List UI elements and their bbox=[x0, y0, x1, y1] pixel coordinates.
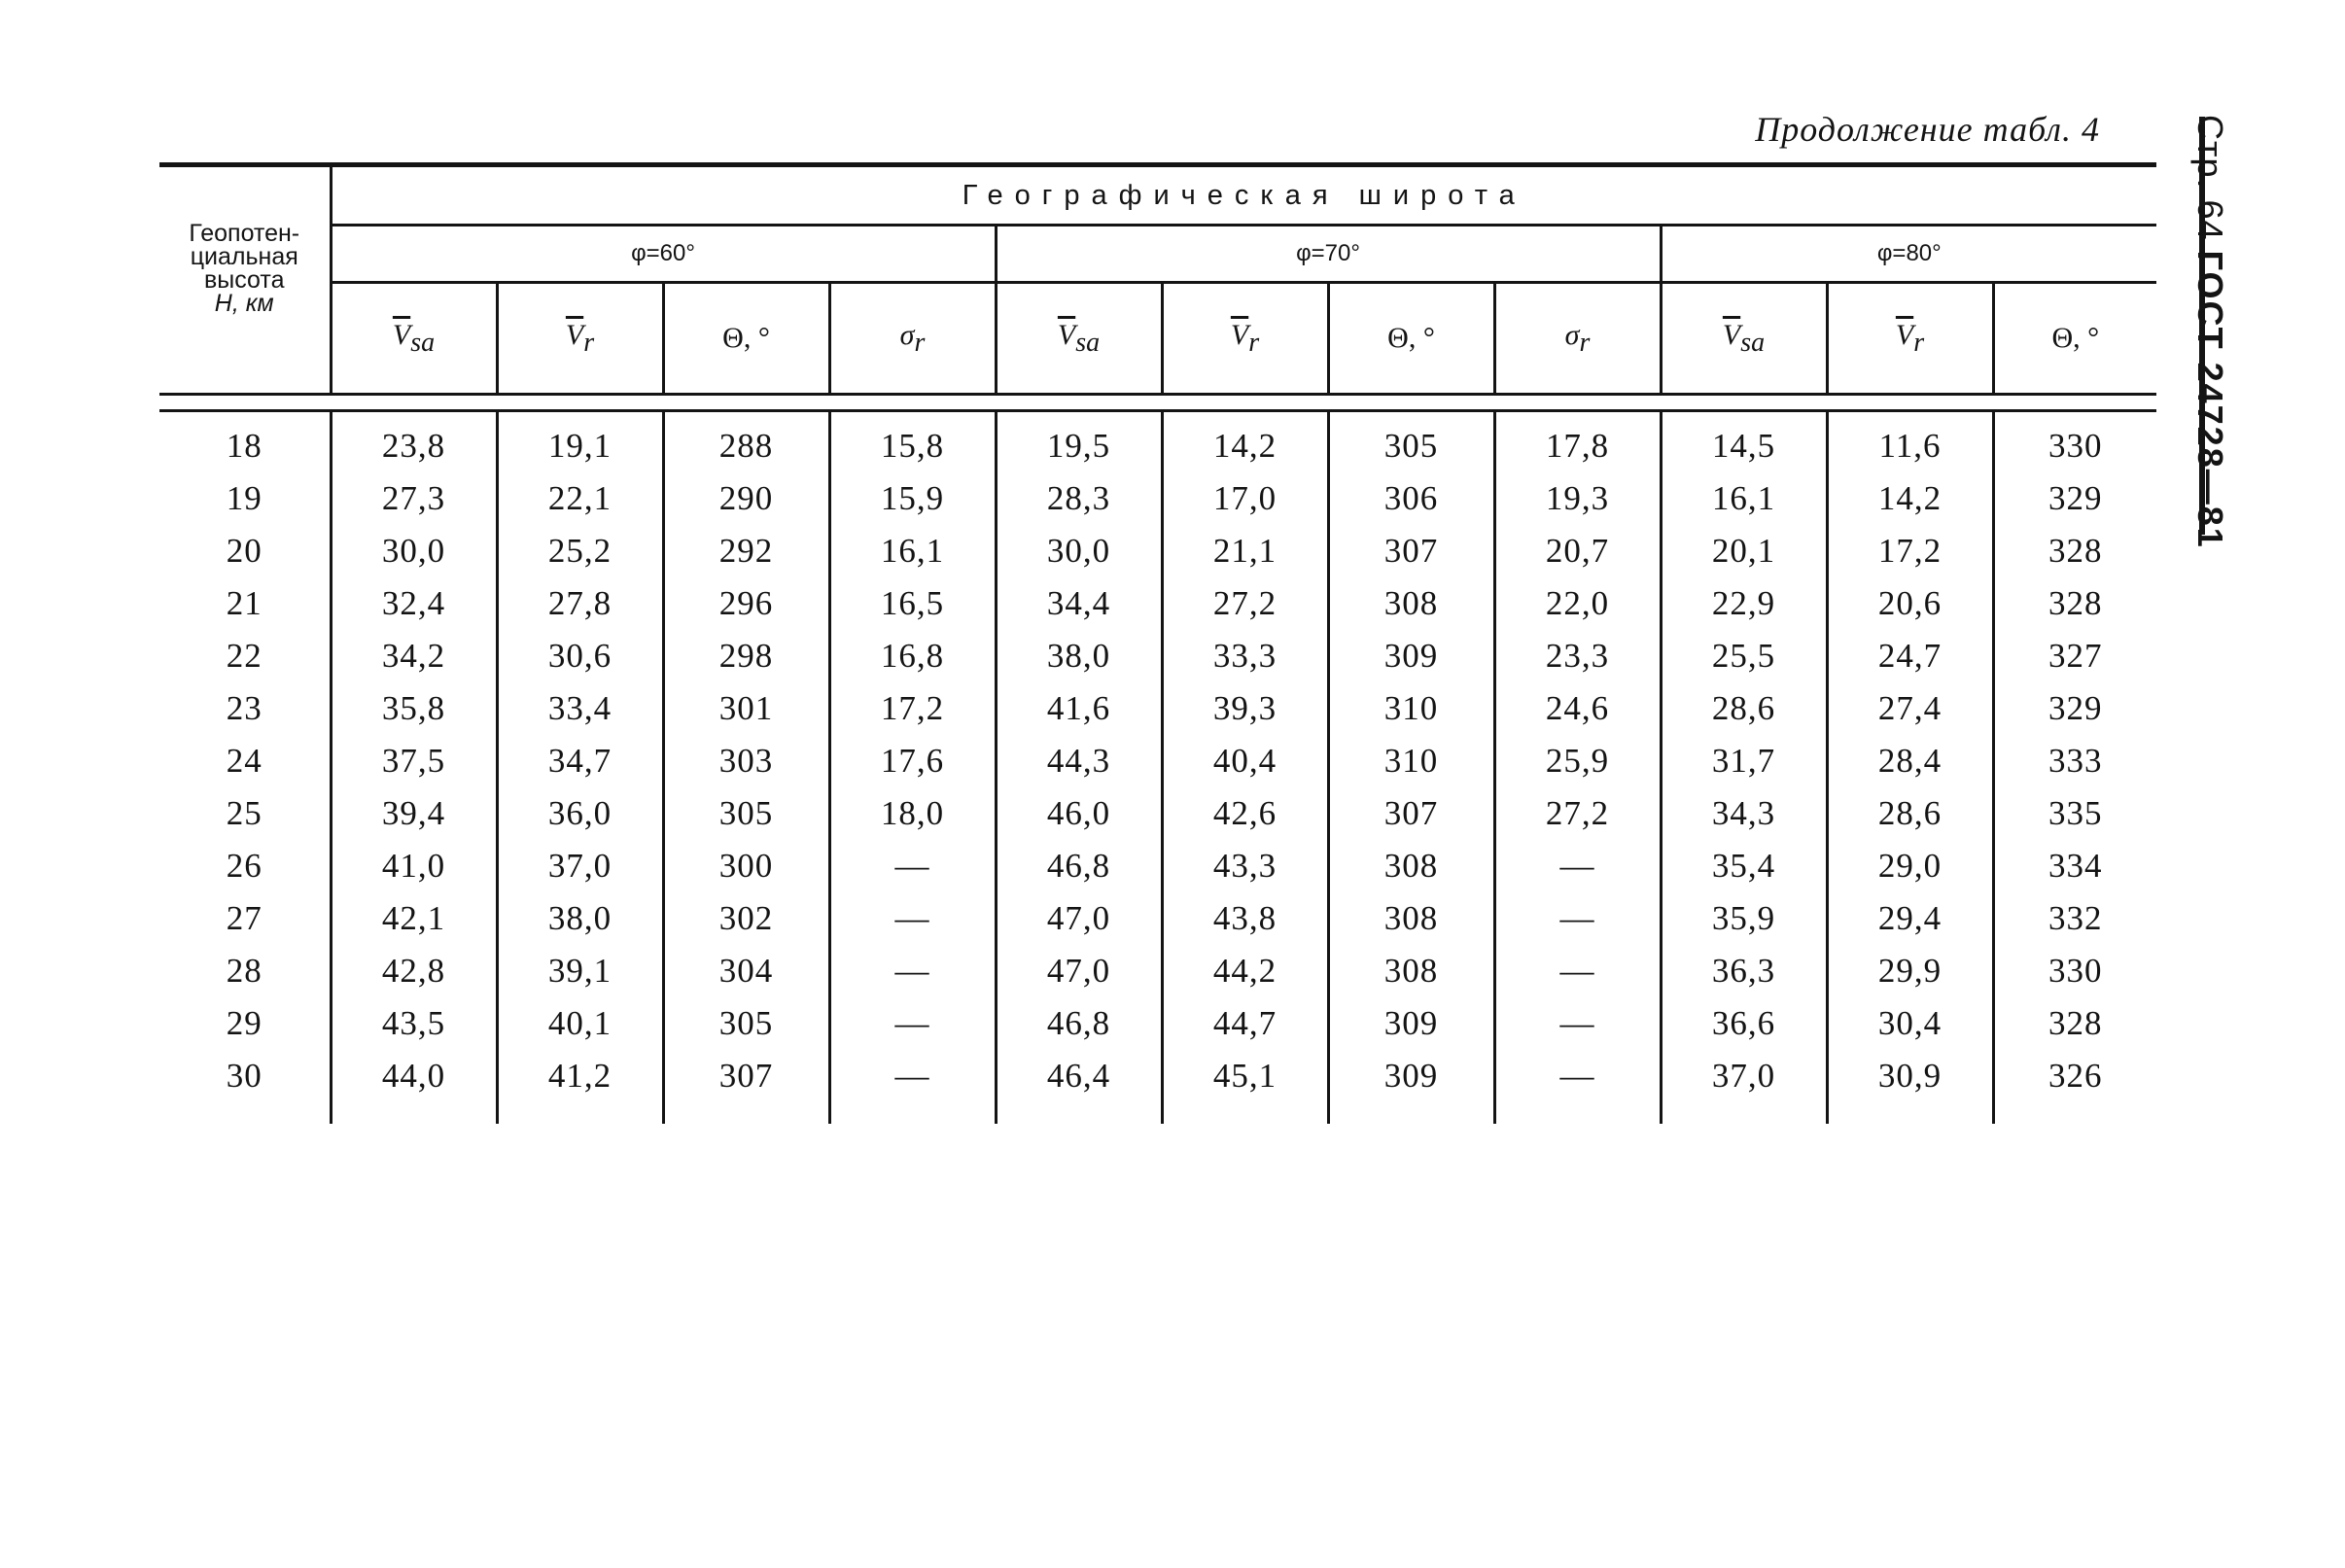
cell-sigma-70: 24,6 bbox=[1494, 682, 1661, 735]
cell-vsa-60: 39,4 bbox=[331, 787, 497, 840]
cell-sigma-70: 17,8 bbox=[1494, 411, 1661, 473]
cell-theta-80: 328 bbox=[1993, 997, 2156, 1050]
cell-vr-70: 27,2 bbox=[1162, 577, 1328, 630]
table-row bbox=[159, 411, 2156, 473]
cell-height: 27 bbox=[226, 899, 262, 937]
cell-theta-80: 327 bbox=[1993, 630, 2156, 682]
row-header-line: циальная bbox=[190, 243, 298, 270]
cell-vr-70: 40,4 bbox=[1162, 735, 1328, 787]
cell-vsa-60: 34,2 bbox=[331, 630, 497, 682]
cell-vsa-70: 19,5 bbox=[996, 411, 1162, 473]
cell-vr-60: 39,1 bbox=[497, 945, 663, 997]
cell-sigma-70: 22,0 bbox=[1494, 577, 1661, 630]
cell-vr-60: 36,0 bbox=[497, 787, 663, 840]
cell-vsa-60: 32,4 bbox=[331, 577, 497, 630]
cell-vsa-70: 46,4 bbox=[996, 1050, 1162, 1124]
cell-vsa-60: 35,8 bbox=[331, 682, 497, 735]
cell-height: 23 bbox=[226, 689, 262, 727]
cell-theta-80: 330 bbox=[1993, 945, 2156, 997]
cell-vr-70: 14,2 bbox=[1162, 411, 1328, 473]
cell-vr-60: 33,4 bbox=[497, 682, 663, 735]
cell-vr-80: 28,4 bbox=[1827, 735, 1993, 787]
cell-theta-80: 335 bbox=[1993, 787, 2156, 840]
cell-theta-70: 308 bbox=[1328, 577, 1494, 630]
cell-sigma-60: — bbox=[829, 840, 996, 892]
cell-vsa-70: 28,3 bbox=[996, 472, 1162, 525]
cell-vsa-70: 30,0 bbox=[996, 525, 1162, 577]
cell-vsa-80: 34,3 bbox=[1661, 787, 1827, 840]
col-header-theta: Θ, ° bbox=[663, 283, 829, 395]
cell-sigma-70: 19,3 bbox=[1494, 472, 1661, 525]
cell-theta-60: 305 bbox=[663, 787, 829, 840]
cell-vr-70: 45,1 bbox=[1162, 1050, 1328, 1124]
col-header-vsa: $\overline{V}_{sa}$ bbox=[996, 283, 1162, 395]
row-header-line: Геопотен- bbox=[189, 220, 300, 247]
cell-vr-60: 19,1 bbox=[497, 411, 663, 473]
cell-theta-80: 334 bbox=[1993, 840, 2156, 892]
cell-vr-80: 29,4 bbox=[1827, 892, 1993, 945]
cell-vr-60: 25,2 bbox=[497, 525, 663, 577]
cell-vr-70: 42,6 bbox=[1162, 787, 1328, 840]
cell-vr-60: 22,1 bbox=[497, 472, 663, 525]
cell-vr-60: 41,2 bbox=[497, 1050, 663, 1124]
cell-vr-80: 17,2 bbox=[1827, 525, 1993, 577]
cell-sigma-70: — bbox=[1494, 945, 1661, 997]
cell-vr-60: 38,0 bbox=[497, 892, 663, 945]
col-header-theta: Θ, ° bbox=[1328, 283, 1494, 395]
cell-theta-70: 309 bbox=[1328, 1050, 1494, 1124]
table-row bbox=[159, 735, 2156, 787]
cell-theta-60: 305 bbox=[663, 997, 829, 1050]
cell-sigma-70: — bbox=[1494, 892, 1661, 945]
cell-vsa-80: 35,4 bbox=[1661, 840, 1827, 892]
cell-sigma-60: — bbox=[829, 945, 996, 997]
table-body bbox=[159, 411, 2156, 1125]
table-row bbox=[159, 945, 2156, 997]
cell-theta-80: 329 bbox=[1993, 472, 2156, 525]
cell-vr-70: 43,8 bbox=[1162, 892, 1328, 945]
col-header-vr: $\overline{V}_r$ bbox=[1827, 283, 1993, 395]
cell-theta-60: 303 bbox=[663, 735, 829, 787]
cell-sigma-70: 23,3 bbox=[1494, 630, 1661, 682]
cell-theta-60: 292 bbox=[663, 525, 829, 577]
cell-theta-70: 307 bbox=[1328, 787, 1494, 840]
cell-vr-70: 44,2 bbox=[1162, 945, 1328, 997]
row-header-cell bbox=[159, 165, 331, 395]
cell-vsa-60: 42,1 bbox=[331, 892, 497, 945]
cell-height: 18 bbox=[226, 427, 262, 465]
cell-vsa-80: 20,1 bbox=[1661, 525, 1827, 577]
table-row bbox=[159, 525, 2156, 577]
cell-vsa-70: 46,0 bbox=[996, 787, 1162, 840]
cell-sigma-70: 27,2 bbox=[1494, 787, 1661, 840]
cell-theta-70: 308 bbox=[1328, 840, 1494, 892]
cell-sigma-70: 20,7 bbox=[1494, 525, 1661, 577]
cell-theta-60: 307 bbox=[663, 1050, 829, 1124]
cell-vsa-60: 41,0 bbox=[331, 840, 497, 892]
group-header-80: φ=80° bbox=[1661, 226, 2156, 283]
col-header-vsa: $\overline{V}_{sa}$ bbox=[1661, 283, 1827, 395]
table-row bbox=[159, 787, 2156, 840]
cell-theta-60: 302 bbox=[663, 892, 829, 945]
table-row bbox=[159, 892, 2156, 945]
col-header-vr: $\overline{V}_r$ bbox=[1162, 283, 1328, 395]
cell-sigma-60: — bbox=[829, 1050, 996, 1124]
cell-vsa-80: 36,3 bbox=[1661, 945, 1827, 997]
cell-theta-70: 309 bbox=[1328, 630, 1494, 682]
cell-vsa-70: 47,0 bbox=[996, 892, 1162, 945]
cell-theta-60: 304 bbox=[663, 945, 829, 997]
cell-sigma-60: 16,8 bbox=[829, 630, 996, 682]
cell-theta-60: 288 bbox=[663, 411, 829, 473]
cell-vsa-80: 25,5 bbox=[1661, 630, 1827, 682]
cell-vsa-60: 43,5 bbox=[331, 997, 497, 1050]
cell-theta-70: 310 bbox=[1328, 682, 1494, 735]
table-row bbox=[159, 630, 2156, 682]
cell-vsa-80: 31,7 bbox=[1661, 735, 1827, 787]
cell-vr-70: 44,7 bbox=[1162, 997, 1328, 1050]
cell-vr-60: 34,7 bbox=[497, 735, 663, 787]
cell-vsa-70: 41,6 bbox=[996, 682, 1162, 735]
cell-vr-60: 40,1 bbox=[497, 997, 663, 1050]
col-header-vsa: $\overline{V}_{sa}$ bbox=[392, 318, 436, 358]
cell-vr-70: 21,1 bbox=[1162, 525, 1328, 577]
table-row bbox=[159, 472, 2156, 525]
cell-theta-70: 305 bbox=[1328, 411, 1494, 473]
cell-sigma-60: 17,6 bbox=[829, 735, 996, 787]
cell-vsa-60: 23,8 bbox=[331, 411, 497, 473]
cell-sigma-70: — bbox=[1494, 1050, 1661, 1124]
page-number: Стр. 64 bbox=[2190, 115, 2230, 241]
cell-vsa-60: 44,0 bbox=[331, 1050, 497, 1124]
cell-vr-60: 37,0 bbox=[497, 840, 663, 892]
cell-theta-80: 330 bbox=[1993, 411, 2156, 473]
row-header-line: H, км bbox=[214, 290, 274, 317]
cell-theta-70: 308 bbox=[1328, 892, 1494, 945]
cell-vsa-80: 16,1 bbox=[1661, 472, 1827, 525]
cell-vsa-70: 47,0 bbox=[996, 945, 1162, 997]
cell-theta-60: 290 bbox=[663, 472, 829, 525]
cell-vsa-60: 37,5 bbox=[331, 735, 497, 787]
cell-vsa-80: 14,5 bbox=[1661, 411, 1827, 473]
cell-vr-80: 14,2 bbox=[1827, 472, 1993, 525]
table-row bbox=[159, 997, 2156, 1050]
cell-theta-60: 300 bbox=[663, 840, 829, 892]
col-header-vr: $\overline{V}_r$ bbox=[497, 283, 663, 395]
cell-theta-80: 326 bbox=[1993, 1050, 2156, 1124]
cell-vr-70: 17,0 bbox=[1162, 472, 1328, 525]
cell-vsa-80: 28,6 bbox=[1661, 682, 1827, 735]
col-header-sigma: $\sigma_r$ bbox=[1494, 283, 1661, 395]
cell-vsa-70: 38,0 bbox=[996, 630, 1162, 682]
cell-vsa-60: 30,0 bbox=[331, 525, 497, 577]
cell-theta-60: 296 bbox=[663, 577, 829, 630]
cell-theta-80: 328 bbox=[1993, 577, 2156, 630]
double-rule bbox=[159, 395, 2156, 411]
cell-vr-80: 24,7 bbox=[1827, 630, 1993, 682]
cell-height: 30 bbox=[226, 1057, 262, 1095]
cell-sigma-60: 16,5 bbox=[829, 577, 996, 630]
cell-sigma-60: — bbox=[829, 997, 996, 1050]
cell-vr-80: 30,4 bbox=[1827, 997, 1993, 1050]
cell-vsa-80: 22,9 bbox=[1661, 577, 1827, 630]
cell-sigma-60: 17,2 bbox=[829, 682, 996, 735]
table-row bbox=[159, 577, 2156, 630]
running-header bbox=[2190, 115, 2229, 549]
cell-theta-80: 329 bbox=[1993, 682, 2156, 735]
cell-vr-80: 29,9 bbox=[1827, 945, 1993, 997]
cell-theta-70: 310 bbox=[1328, 735, 1494, 787]
cell-vsa-60: 27,3 bbox=[331, 472, 497, 525]
cell-height: 28 bbox=[226, 952, 262, 990]
table-row bbox=[159, 682, 2156, 735]
col-header-theta: Θ, ° bbox=[1993, 283, 2156, 395]
cell-vsa-80: 35,9 bbox=[1661, 892, 1827, 945]
col-header-sigma: $\sigma_r$ bbox=[829, 283, 996, 395]
cell-sigma-60: — bbox=[829, 892, 996, 945]
group-header-60: φ=60° bbox=[331, 226, 996, 283]
cell-height: 22 bbox=[226, 637, 262, 675]
header-separator bbox=[159, 395, 2156, 411]
cell-vsa-70: 34,4 bbox=[996, 577, 1162, 630]
cell-theta-60: 301 bbox=[663, 682, 829, 735]
table-row bbox=[159, 1050, 2156, 1124]
cell-theta-80: 333 bbox=[1993, 735, 2156, 787]
cell-height: 19 bbox=[226, 479, 262, 517]
cell-vr-80: 27,4 bbox=[1827, 682, 1993, 735]
cell-sigma-70: 25,9 bbox=[1494, 735, 1661, 787]
cell-vsa-70: 46,8 bbox=[996, 840, 1162, 892]
cell-sigma-70: — bbox=[1494, 840, 1661, 892]
cell-theta-70: 309 bbox=[1328, 997, 1494, 1050]
cell-vr-80: 20,6 bbox=[1827, 577, 1993, 630]
cell-sigma-60: 15,9 bbox=[829, 472, 996, 525]
table-row bbox=[159, 840, 2156, 892]
cell-height: 24 bbox=[226, 742, 262, 780]
cell-theta-70: 307 bbox=[1328, 525, 1494, 577]
cell-vr-80: 11,6 bbox=[1827, 411, 1993, 473]
cell-sigma-60: 18,0 bbox=[829, 787, 996, 840]
cell-height: 25 bbox=[226, 794, 262, 832]
wind-data-table bbox=[159, 162, 2156, 1124]
cell-vr-80: 29,0 bbox=[1827, 840, 1993, 892]
cell-sigma-70: — bbox=[1494, 997, 1661, 1050]
cell-height: 21 bbox=[226, 584, 262, 622]
group-header-70: φ=70° bbox=[996, 226, 1661, 283]
cell-sigma-60: 15,8 bbox=[829, 411, 996, 473]
cell-vsa-80: 37,0 bbox=[1661, 1050, 1827, 1124]
cell-vsa-80: 36,6 bbox=[1661, 997, 1827, 1050]
cell-vr-70: 39,3 bbox=[1162, 682, 1328, 735]
cell-vr-60: 30,6 bbox=[497, 630, 663, 682]
cell-theta-80: 332 bbox=[1993, 892, 2156, 945]
cell-vsa-60: 42,8 bbox=[331, 945, 497, 997]
cell-theta-70: 306 bbox=[1328, 472, 1494, 525]
table-caption: Продолжение табл. 4 bbox=[1755, 110, 2100, 149]
standard-number: ГОСТ 24728—81 bbox=[2190, 250, 2230, 549]
latitude-header: Географическая широта bbox=[331, 165, 2156, 226]
cell-vr-70: 33,3 bbox=[1162, 630, 1328, 682]
cell-theta-60: 298 bbox=[663, 630, 829, 682]
cell-vr-80: 30,9 bbox=[1827, 1050, 1993, 1124]
cell-vsa-70: 46,8 bbox=[996, 997, 1162, 1050]
cell-height: 26 bbox=[226, 847, 262, 885]
cell-height: 29 bbox=[226, 1004, 262, 1042]
cell-height: 20 bbox=[226, 532, 262, 570]
cell-vr-70: 43,3 bbox=[1162, 840, 1328, 892]
cell-theta-80: 328 bbox=[1993, 525, 2156, 577]
cell-theta-70: 308 bbox=[1328, 945, 1494, 997]
cell-vr-60: 27,8 bbox=[497, 577, 663, 630]
cell-vsa-70: 44,3 bbox=[996, 735, 1162, 787]
cell-vr-80: 28,6 bbox=[1827, 787, 1993, 840]
row-header-line: высота bbox=[204, 266, 285, 294]
cell-sigma-60: 16,1 bbox=[829, 525, 996, 577]
